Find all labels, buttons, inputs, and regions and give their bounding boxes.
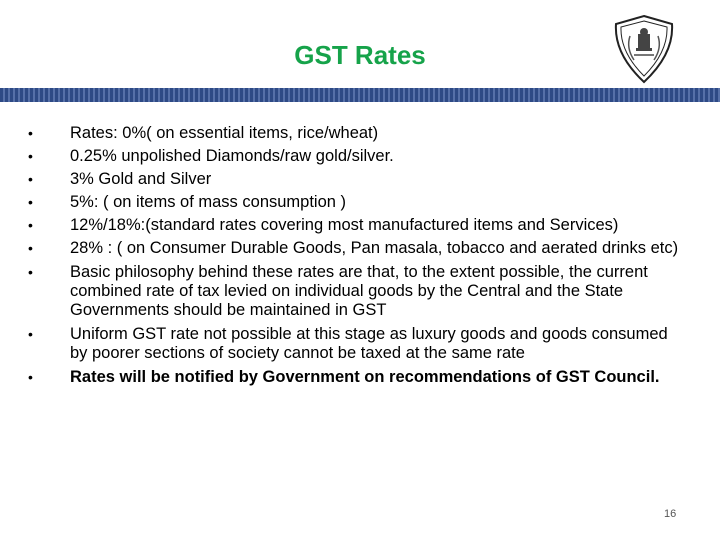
bullet-item-rates-12-18 (24, 216, 684, 235)
bullet-icon: • (28, 217, 33, 233)
bullet-item-rates-28 (24, 239, 684, 258)
bullet-text: 3% Gold and Silver (70, 170, 212, 188)
bullet-text: 5%: ( on items of mass consumption ) (70, 193, 347, 211)
bullet-icon: • (28, 148, 33, 164)
bullet-text: 28% : ( on Consumer Durable Goods, Pan masala, tobacco and aerated drinks etc) (70, 239, 679, 257)
bullet-item-rates-3 (24, 170, 684, 189)
header-band (0, 88, 720, 102)
bullet-icon: • (28, 125, 33, 141)
bullet-text: Rates: 0%( on essential items, rice/wheat) (70, 124, 379, 142)
bullet-text: Basic philosophy behind these rates are that, to the extent possible, the current combined rate of tax levied on individual goods by the Central and the State Governments should be maintained in GST (70, 263, 648, 319)
bullet-icon: • (28, 264, 33, 280)
bullet-item-philosophy (24, 263, 684, 320)
bullet-item-notification (24, 368, 684, 387)
bullet-icon: • (28, 171, 33, 187)
bullet-item-uniform-rate (24, 325, 684, 363)
bullet-icon: • (28, 369, 33, 385)
bullet-icon: • (28, 240, 33, 256)
bullet-text: 12%/18%:(standard rates covering most manufactured items and Services) (70, 216, 619, 234)
bullet-item-rates-5 (24, 193, 684, 212)
bullet-list (24, 124, 684, 387)
bullet-text: Uniform GST rate not possible at this stage as luxury goods and goods consumed by poorer sections of society cannot be taxed at the same rate (70, 325, 668, 362)
bullet-icon: • (28, 326, 33, 342)
slide-title: GST Rates (294, 40, 426, 70)
bullet-text: Rates will be notified by Government on recommendations of GST Council. (70, 368, 660, 386)
emblem-icon (612, 14, 676, 84)
page-number: 16 (664, 508, 677, 520)
bullet-list-container (24, 124, 684, 392)
bullet-text: 0.25% unpolished Diamonds/raw gold/silver. (70, 147, 394, 165)
bullet-item-rates-0 (24, 124, 684, 143)
bullet-icon: • (28, 194, 33, 210)
bullet-item-rates-025 (24, 147, 684, 166)
